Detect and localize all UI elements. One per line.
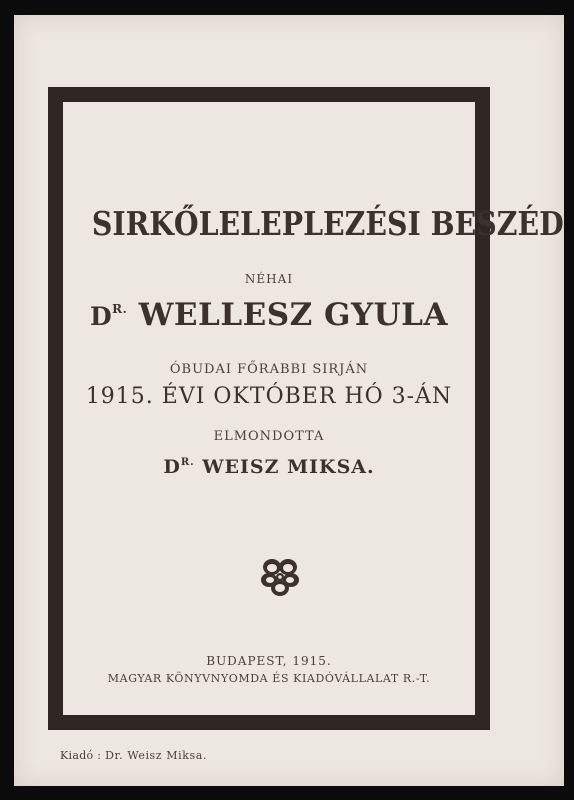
name-prefix-sup: R. — [112, 302, 128, 316]
printer-line: MAGYAR KÖNYVNYOMDA ÉS KIADÓVÁLLALAT R.-T. — [107, 672, 431, 685]
author-name — [63, 456, 475, 478]
publisher-credit — [60, 749, 207, 762]
name-rest: WELLESZ GYULA — [127, 297, 449, 333]
nehai-label: NÉHAI — [244, 272, 294, 286]
city-year: BUDAPEST, 1915. — [206, 654, 332, 668]
deceased-name — [63, 297, 475, 333]
location-line: ÓBUDAI FŐRABBI SIRJÁN — [169, 362, 369, 377]
name-prefix: D — [89, 302, 113, 331]
flower-ornament-icon — [260, 557, 300, 597]
publisher-name: Dr. Weisz Miksa. — [105, 749, 208, 762]
document-page — [14, 15, 564, 786]
author-prefix-sup: R. — [180, 457, 195, 468]
mourning-border-frame — [48, 87, 564, 730]
date-line: 1915. ÉVI OKTÓBER HÓ 3-ÁN — [85, 384, 453, 409]
document-title: SIRKŐLELEPLEZÉSI BESZÉD — [91, 204, 564, 243]
author-prefix: D — [163, 456, 181, 478]
author-rest: WEISZ MIKSA. — [194, 456, 375, 478]
delivered-by-label: ELMONDOTTA — [213, 429, 325, 444]
title-page-content — [63, 102, 564, 715]
publisher-label: Kiadó : — [60, 749, 102, 762]
